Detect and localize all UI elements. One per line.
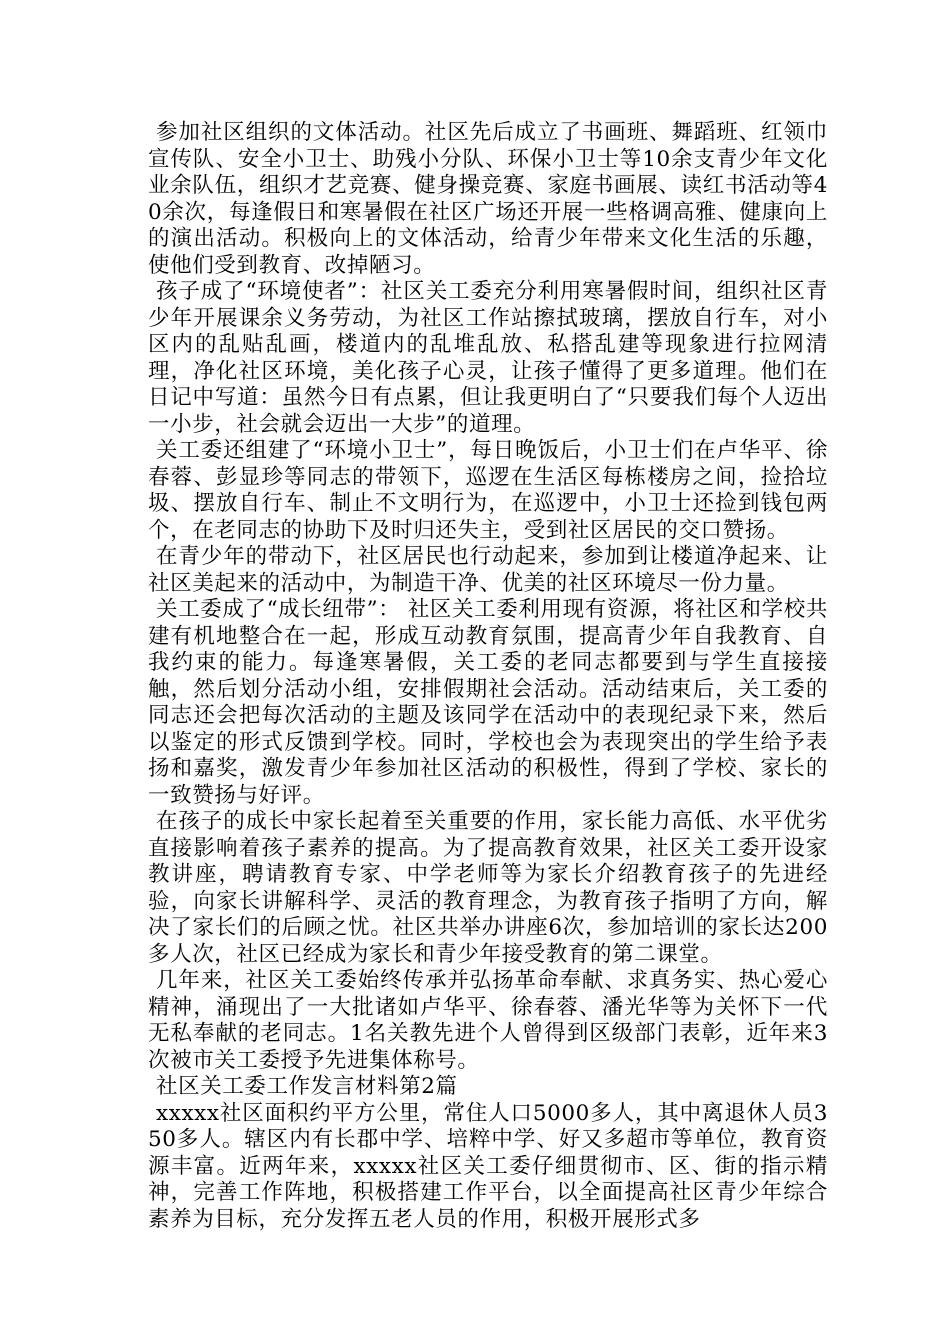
paragraph-residents-action: 在青少年的带动下，社区居民也行动起来，参加到让楼道净起来、让社区美起来的活动中，为制造干净、优美的社区环境尽一份力量。	[148, 544, 828, 596]
document-page	[148, 120, 828, 1233]
paragraph-achievements: 几年来，社区关工委始终传承并弘扬革命奉献、求真务实、热心爱心精神，涌现出了一大批诸如卢华平、徐春蓉、潘光华等为关怀下一代无私奉献的老同志。1名关教先进个人曾得到区级部门表彰，近年来3次被市关工委授予先进集体称号。	[148, 968, 828, 1073]
paragraph-environment-envoys: 孩子成了“环境使者”：社区关工委充分利用寒暑假时间，组织社区青少年开展课余义务劳动，为社区工作站擦拭玻璃，摆放自行车，对小区内的乱贴乱画，楼道内的乱堆乱放、私搭乱建等现象进行拉网清理，净化社区环境，美化孩子心灵，让孩子懂得了更多道理。他们在日记中写道：虽然今日有点累，但让我更明白了“只要我们每个人迈出一小步，社会就会迈出一大步”的道理。	[148, 279, 828, 437]
paragraph-parent-lectures: 在孩子的成长中家长起着至关重要的作用，家长能力高低、水平优劣直接影响着孩子素养的提高。为了提高教育效果，社区关工委开设家教讲座，聘请教育专家、中学老师等为家长介绍教育孩子的先进经验，向家长讲解科学、灵活的教育理念，为教育孩子指明了方向，解决了家长们的后顾之忧。社区共举办讲座6次，参加培训的家长达200多人次，社区已经成为家长和青少年接受教育的第二课堂。	[148, 809, 828, 967]
paragraph-growth-bond: 关工委成了“成长纽带”： 社区关工委利用现有资源，将社区和学校共建有机地整合在一起，形成互动教育氛围，提高青少年自我教育、自我约束的能力。每逢寒暑假，关工委的老同志都要到与学生直接接触，然后划分活动小组，安排假期社会活动。活动结束后，关工委的同志还会把每次活动的主题及该同学在活动中的表现纪录下来，然后以鉴定的形式反馈到学校。同时，学校也会为表现突出的学生给予表扬和嘉奖，激发青少年参加社区活动的积极性，得到了学校、家长的一致赞扬与好评。	[148, 597, 828, 808]
paragraph-community-overview: xxxxx社区面积约平方公里，常住人口5000多人，其中离退休人员350多人。辖区内有长郡中学、培粹中学、好又多超市等单位，教育资源丰富。近两年来，xxxxx社区关工委仔细贯彻市、区、街的指示精神，完善工作阵地，积极搭建工作平台，以全面提高社区青少年综合素养为目标，充分发挥五老人员的作用，积极开展形式多	[148, 1100, 828, 1232]
paragraph-environment-guards: 关工委还组建了“环境小卫士”，每日晚饭后，小卫士们在卢华平、徐春蓉、彭显珍等同志的带领下，巡逻在生活区每栋楼房之间，捡拾垃圾、摆放自行车、制止不文明行为，在巡逻中，小卫士还捡到钱包两个，在老同志的协助下及时归还失主，受到社区居民的交口赞扬。	[148, 438, 828, 543]
section-heading: 社区关工委工作发言材料第2篇	[156, 1074, 458, 1099]
paragraph-cultural-activities: 参加社区组织的文体活动。社区先后成立了书画班、舞蹈班、红领巾宣传队、安全小卫士、助残小分队、环保小卫士等10余支青少年文化业余队伍，组织才艺竞赛、健身操竞赛、家庭书画展、读红书活动等40余次，每逢假日和寒暑假在社区广场还开展一些格调高雅、健康向上的演出活动。积极向上的文体活动，给青少年带来文化生活的乐趣，使他们受到教育、改掉陋习。	[148, 120, 828, 278]
